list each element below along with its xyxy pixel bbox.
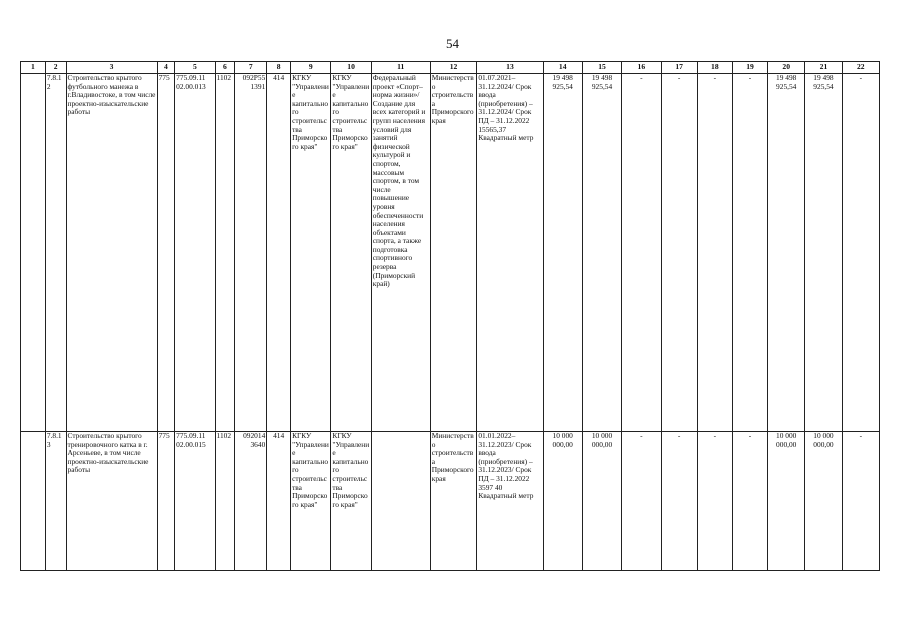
- cell: -: [732, 432, 767, 571]
- col-header: 14: [543, 62, 582, 74]
- cell: -: [732, 74, 767, 432]
- col-header: 5: [175, 62, 215, 74]
- col-header: 17: [661, 62, 697, 74]
- cell: КГКУ "Управление капитального строительства Приморского края": [291, 74, 331, 432]
- col-header: 18: [697, 62, 732, 74]
- cell: -: [622, 432, 661, 571]
- cell: Федеральный проект «Спорт–норма жизни»/ Создание для всех категорий и групп населения условий для занятий физической культурой и спортом, массовым спортом, в том числе повышение уровня обеспеченности населения объектами спорта, а также подготовка спортивного резерва (Приморский край): [371, 74, 430, 432]
- cell: 10 000 000,00: [805, 432, 842, 571]
- cell: Министерство строительства Приморского края: [430, 74, 477, 432]
- col-header: 7: [235, 62, 267, 74]
- cell: [371, 432, 430, 571]
- col-header: 20: [768, 62, 805, 74]
- col-header: 10: [331, 62, 371, 74]
- cell: [21, 432, 46, 571]
- col-header: 9: [291, 62, 331, 74]
- cell: 10 000 000,00: [768, 432, 805, 571]
- cell: 19 498 925,54: [582, 74, 621, 432]
- cell: 1102: [215, 432, 235, 571]
- cell: -: [661, 74, 697, 432]
- col-header: 2: [45, 62, 66, 74]
- table-row: [21, 74, 880, 432]
- cell: [21, 74, 46, 432]
- cell: 01.07.2021–31.12.2024/ Срок ввода (приобретения) – 31.12.2024/ Срок ПД – 31.12.2022 15565,37 Квадратный метр: [477, 74, 543, 432]
- cell: -: [697, 74, 732, 432]
- col-header: 3: [66, 62, 157, 74]
- cell: 775.09.11 02.00.015: [175, 432, 215, 571]
- cell: 10 000 000,00: [582, 432, 621, 571]
- cell: 414: [267, 74, 291, 432]
- col-header: 12: [430, 62, 477, 74]
- cell-object-name: Строительство крытого футбольного манежа в г.Владивостоке, в том числе проектно-изыскательские работы: [66, 74, 157, 432]
- cell: -: [622, 74, 661, 432]
- table-row: [21, 432, 880, 571]
- col-header: 11: [371, 62, 430, 74]
- col-header: 6: [215, 62, 235, 74]
- cell: 10 000 000,00: [543, 432, 582, 571]
- cell-item-number: 7.8.12: [45, 74, 66, 432]
- cell-item-number: 7.8.13: [45, 432, 66, 571]
- cell: КГКУ "Управление капитального строительства Приморского края": [291, 432, 331, 571]
- col-header: 8: [267, 62, 291, 74]
- cell: -: [842, 74, 879, 432]
- cell: 19 498 925,54: [768, 74, 805, 432]
- col-header: 1: [21, 62, 46, 74]
- cell: 19 498 925,54: [543, 74, 582, 432]
- cell: 19 498 925,54: [805, 74, 842, 432]
- cell: 775: [157, 432, 175, 571]
- col-header: 22: [842, 62, 879, 74]
- cell: -: [697, 432, 732, 571]
- cell: 775: [157, 74, 175, 432]
- cell: КГКУ "Управление капитального строительства Приморского края": [331, 74, 371, 432]
- col-header: 16: [622, 62, 661, 74]
- cell: -: [661, 432, 697, 571]
- cell: 1102: [215, 74, 235, 432]
- cell: -: [842, 432, 879, 571]
- budget-table: [20, 61, 880, 571]
- cell: 414: [267, 432, 291, 571]
- col-header: 13: [477, 62, 543, 74]
- page-number: 54: [446, 36, 459, 51]
- cell: Министерство строительства Приморского края: [430, 432, 477, 571]
- col-header: 15: [582, 62, 621, 74]
- cell: 092P55 1391: [235, 74, 267, 432]
- col-header: 19: [732, 62, 767, 74]
- header-row: [21, 62, 880, 74]
- col-header: 4: [157, 62, 175, 74]
- cell: 092014 3640: [235, 432, 267, 571]
- cell: КГКУ "Управление капитального строительства Приморского края": [331, 432, 371, 571]
- cell: 775.09.11 02.00.013: [175, 74, 215, 432]
- cell: 01.01.2022–31.12.2023/ Срок ввода (приобретения) – 31.12.2023/ Срок ПД – 31.12.2022 3597 40 Квадратный метр: [477, 432, 543, 571]
- col-header: 21: [805, 62, 842, 74]
- cell-object-name: Строительство крытого тренировочного катка в г. Арсеньеве, в том числе проектно-изыскательские работы: [66, 432, 157, 571]
